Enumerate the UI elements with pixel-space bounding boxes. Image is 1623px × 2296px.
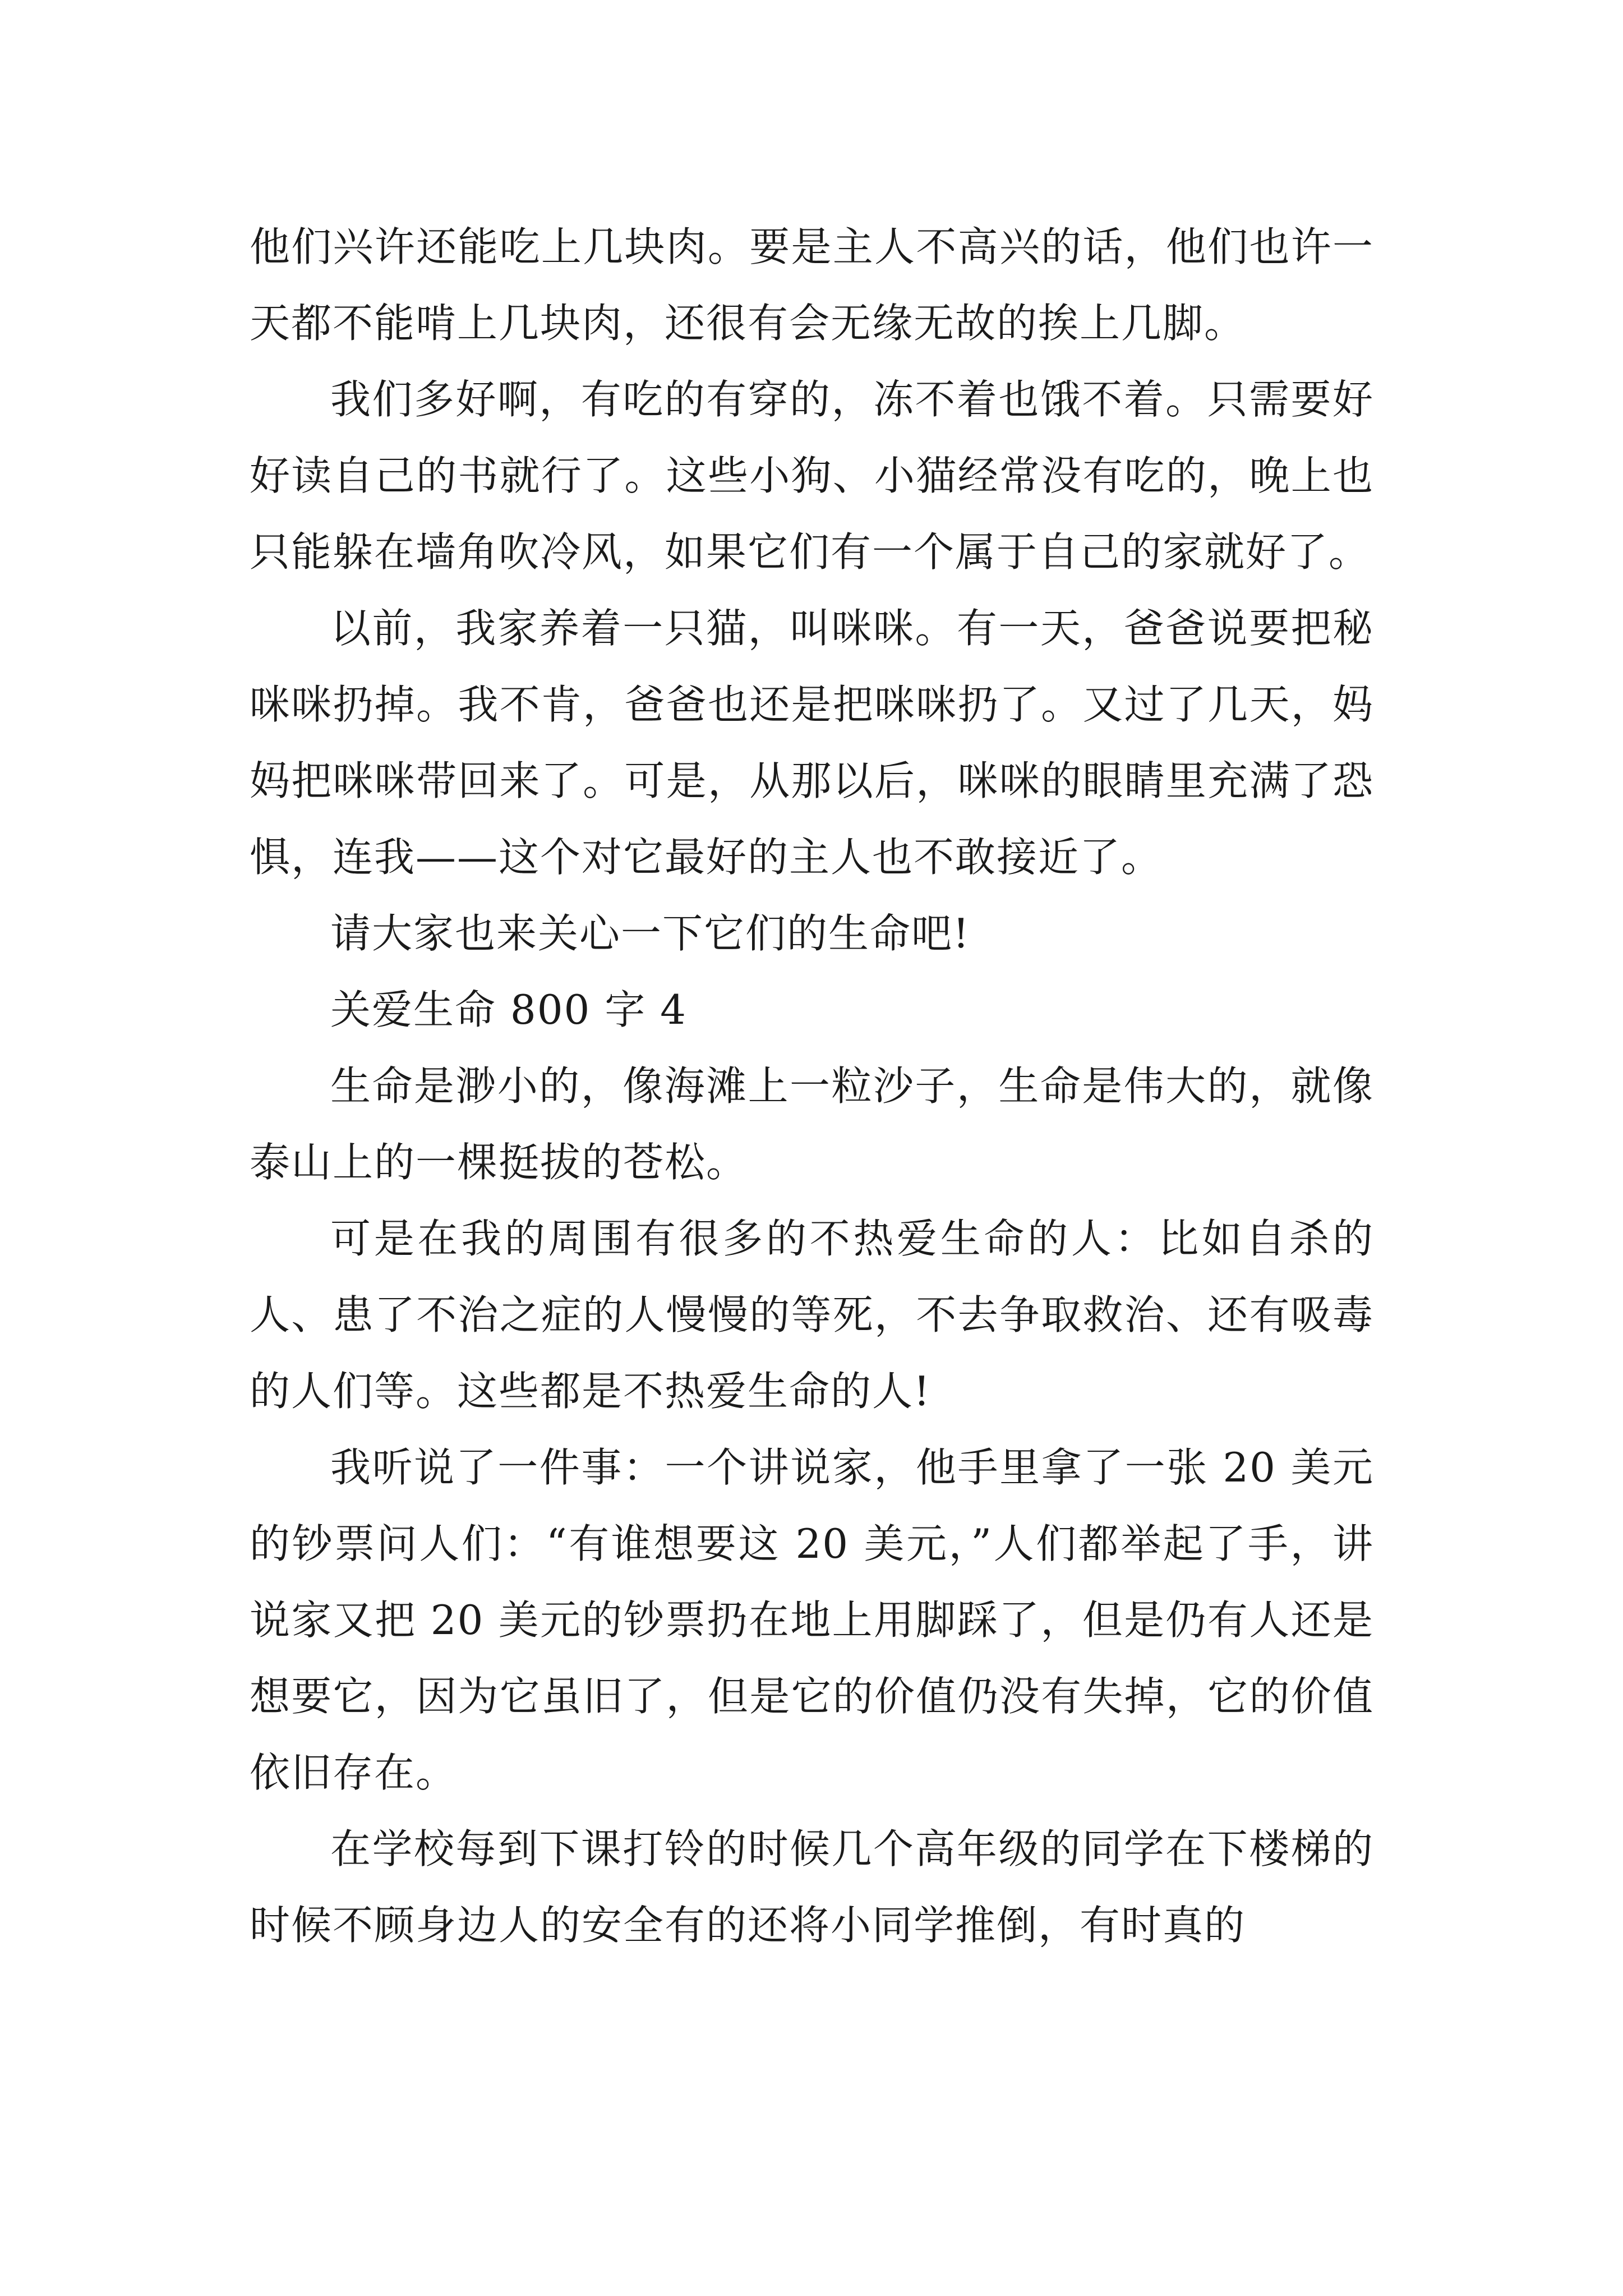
paragraph: 请大家也来关心一下它们的生命吧! [330, 910, 970, 957]
paragraph: 可是在我的周围有很多的不热爱生命的人：比如自杀的人、患了不治之症的人慢慢的等死，不去争取救治、还有吸毒的人们等。这些都是不热爱生命的人! [250, 1215, 1374, 1415]
document-body [250, 209, 1374, 1963]
paragraph: 生命是渺小的，像海滩上一粒沙子，生命是伟大的，就像泰山上的一棵挺拔的苍松。 [250, 1062, 1374, 1186]
paragraph: 在学校每到下课打铃的时候几个高年级的同学在下楼梯的时候不顾身边人的安全有的还将小同学推倒，有时真的 [250, 1825, 1374, 1949]
paragraph: 以前，我家养着一只猫，叫咪咪。有一天，爸爸说要把秘咪咪扔掉。我不肯，爸爸也还是把咪咪扔了。又过了几天，妈妈把咪咪带回来了。可是，从那以后，咪咪的眼睛里充满了恐惧，连我——这个对它最好的主人也不敢接近了。 [250, 605, 1374, 881]
paragraph: 他们兴许还能吃上几块肉。要是主人不高兴的话，他们也许一天都不能啃上几块肉，还很有会无缘无故的挨上几脚。 [250, 223, 1374, 347]
paragraph: 我们多好啊，有吃的有穿的，冻不着也饿不着。只需要好好读自己的书就行了。这些小狗、小猫经常没有吃的，晚上也只能躲在墙角吹冷风，如果它们有一个属于自己的家就好了。 [250, 376, 1374, 576]
paragraph: 我听说了一件事：一个讲说家，他手里拿了一张 20 美元的钞票问人们：“有谁想要这 20 美元，”人们都举起了手，讲说家又把 20 美元的钞票扔在地上用脚踩了，但是仍有人还是想要它，因为它虽旧了，但是它的价值仍没有失掉，它的价值依旧存在。 [250, 1444, 1374, 1796]
section-heading: 关爱生命 800 字 4 [330, 986, 687, 1033]
